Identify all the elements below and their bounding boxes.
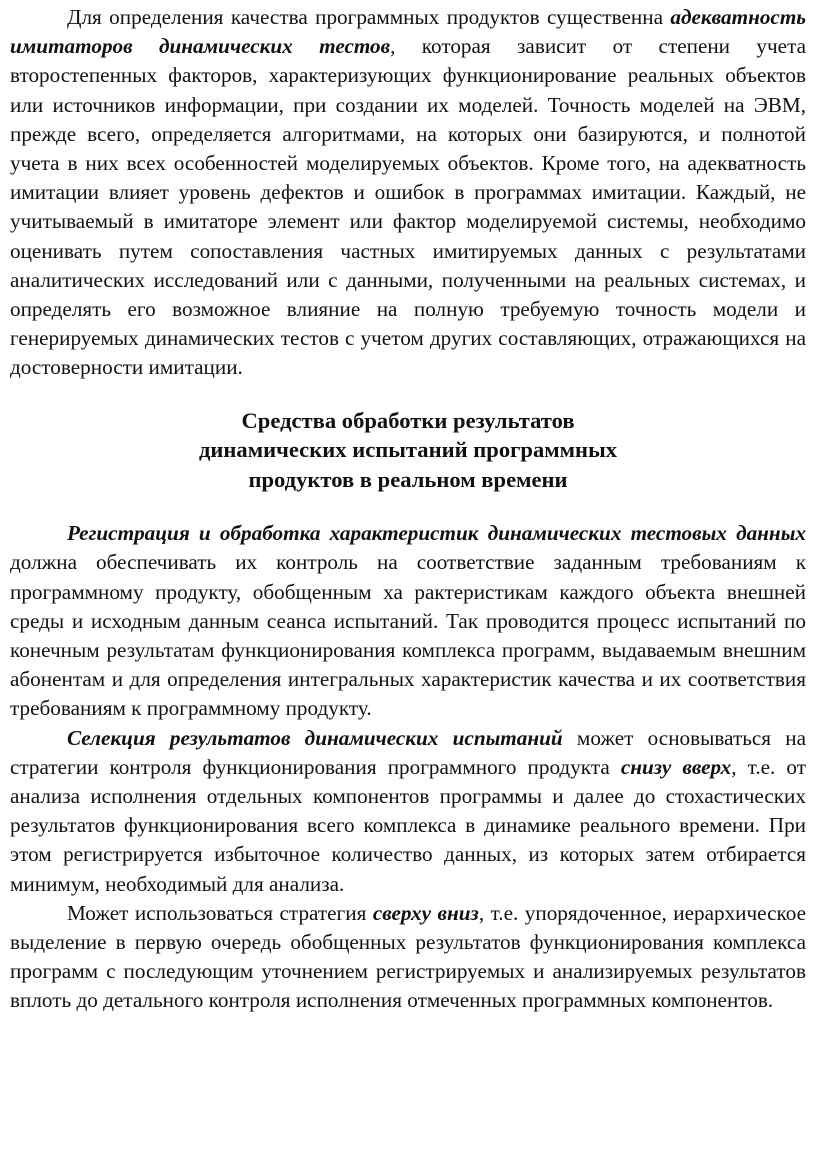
text-run: Может использоваться стратегия: [67, 900, 373, 925]
text-run: , которая зависит от степени учета второстепенных факторов, характеризующих функционирование реальных объектов или источников информации, при создании их моделей. Точность моделей на ЭВМ, прежде всего, определяется алгоритмами, на которых они базируются, и полнотой учета в них всех особенностей моделируемых объектов. Кроме того, на адекватность имитации влияет уровень дефектов и ошибок в программах имитации. Каждый, не учитываемый в имитаторе элемент или фактор моделируемой системы, необходимо оценивать путем сопоставления частных имитируемых данных с результатами аналитических исследований или с данными, полученными на реальных системах, и определять его возможное влияние на полную требуемую точность модели и генерируемых динамических тестов с учетом других составляющих, отражающихся на достоверности имитации.: [10, 34, 806, 380]
text-run: должна обеспечивать их контроль на соответствие заданным требованиям к программному продукту, обобщенным ха рактеристикам каждого объекта внешней среды и исходным данным сеанса испытаний. Так проводится процесс испытаний по конечным результатам функционирования комплекса программ, выдаваемым внешним абонентам и для определения интегральных характеристик качества и их соответствия требованиям к программному продукту.: [10, 550, 806, 721]
paragraph-selection: [10, 724, 806, 899]
heading-line: продуктов в реальном времени: [248, 466, 568, 492]
document-page: [10, 3, 806, 1016]
term-emphasis: снизу вверх: [620, 754, 732, 779]
paragraph-adequacy: [10, 3, 806, 383]
heading-line: Средства обработки результатов: [241, 407, 575, 433]
text-run: может основываться на стратегии контроля функционирования программного продукта: [10, 725, 806, 779]
term-emphasis: Регистрация и обработка характеристик динамических тестовых данных: [67, 521, 806, 546]
term-emphasis: адекватность имитаторов динамических тестов: [10, 5, 806, 59]
term-emphasis: Селекция результатов динамических испытаний: [67, 725, 563, 750]
heading-line: динамических испытаний программных: [198, 437, 618, 463]
paragraph-registration: [10, 519, 806, 723]
text-run: Для определения качества программных продуктов существенна: [67, 5, 671, 29]
paragraph-top-down: [10, 899, 806, 1016]
term-emphasis: сверху вниз: [372, 900, 479, 925]
section-heading: [10, 406, 806, 495]
text-run: , т.е. от анализа исполнения отдельных компонентов программы и далее до стохастических результатов функционирования всего комплекса в динамике реального времени. При этом регистрируется избыточное количество данных, из которых затем отбирается минимум, необходимый для анализа.: [10, 754, 806, 896]
text-run: , т.е. упорядоченное, иерархическое выделение в первую очередь обобщенных результатов функционирования комплекса программ с последующим уточнением регистрируемых и анализируемых результатов вплоть до детального контроля исполнения отмеченных программных компонентов.: [10, 900, 806, 1013]
